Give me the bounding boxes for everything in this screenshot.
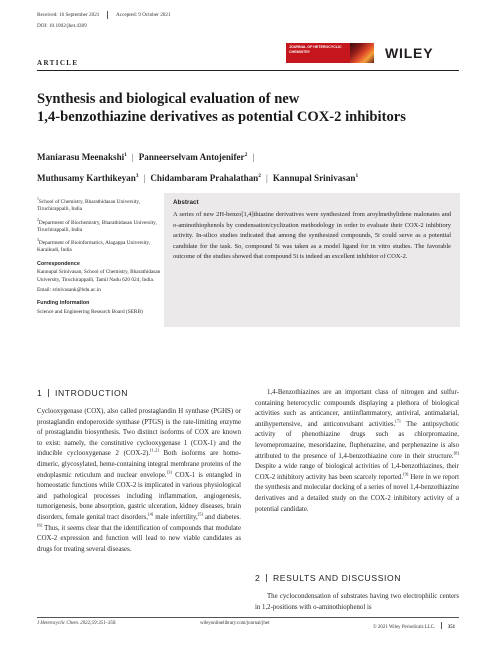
affiliations-column bbox=[37, 196, 165, 319]
correspondence-email[interactable]: Email: srinivasank@bdu.ac.in bbox=[37, 286, 101, 293]
publisher-logo[interactable]: WILEY bbox=[385, 45, 434, 61]
section-heading-results: 2 RESULTS AND DISCUSSION bbox=[255, 573, 402, 583]
copyright: © 2021 Wiley Periodicals LLC. bbox=[373, 625, 436, 630]
citation: J Heterocyclic Chem. 2022;59:351–358. bbox=[37, 621, 117, 626]
footer-divider bbox=[37, 617, 459, 618]
correspondence-text: Kannupal Srinivasan, School of Chemistry, Bharathidasan University, Tiruchirappalli, Tamil Nadu 620 024, India. bbox=[37, 269, 161, 283]
funding-text: Science and Engineering Research Board (SERB) bbox=[37, 308, 143, 315]
body-right-paragraph-2: The cyclocondensation of substrates having two electrophilic centers in 1,2-positions with o-aminothiophenol is bbox=[255, 593, 459, 611]
dates-row bbox=[37, 12, 171, 20]
body-right-paragraph-1: 1,4-Benzothiazines are an important class of nitrogen and sulfur-containing heterocyclic compounds displaying a plethora of biological activities such as anticancer, antiinflammatory, antiviral, antimalarial, antihypertensive, and anticonvulsant activities.[7] The antipsychotic activity of phenothiazine drugs such as chlorpromazine, levomepromazine, mesoridazine, fluphenazine, and perphenazine is also attributed to the presence of 1,4-benzothiazine core in their structure.[8] Despite a wide range of biological activities of 1,4-benzothiazines, their COX-2 inhibitory activity has been scarcely reported.[9] Here in we report the synthesis and molecular docking of a series of novel 1,4-benzothiazine derivatives and a detailed study on the COX-2 inhibitory activity of a potential candidate. bbox=[255, 389, 459, 513]
header-divider bbox=[37, 70, 459, 71]
affiliation: $^3$Department of Bioinformatics, Alagappa University, Karaikudi, India bbox=[37, 238, 151, 254]
title-line-2: 1,4-benzothiazine derivatives as potential COX-2 inhibitors bbox=[37, 109, 406, 125]
author-name[interactable]: Chidambaram Prahalathan$^2$ bbox=[150, 173, 261, 184]
doi[interactable]: DOI: 10.1002/jhet.4389 bbox=[37, 23, 87, 29]
abstract-box bbox=[164, 193, 460, 327]
abstract-heading: Abstract bbox=[173, 199, 199, 206]
paper-title bbox=[37, 90, 467, 126]
correspondence-heading: Correspondence bbox=[37, 260, 80, 267]
affiliation: $^1$School of Chemistry, Bharathidasan University, Tiruchirappalli, India bbox=[37, 197, 141, 213]
journal-cover-image bbox=[350, 43, 374, 63]
journal-logo[interactable] bbox=[286, 43, 374, 63]
author-name[interactable]: Panneerselvam Antojenifer$^2$ bbox=[138, 152, 248, 163]
author-name[interactable]: Muthusamy Karthikeyan$^3$ bbox=[37, 173, 139, 184]
author-name[interactable]: Maniarasu Meenakshi$^1$ bbox=[37, 152, 127, 163]
author-line-2: Muthusamy Karthikeyan$^3$ | Chidambaram Prahalathan$^2$ | Kannupal Srinivasan$^1$ bbox=[37, 173, 359, 184]
section-heading-introduction: 1 INTRODUCTION bbox=[37, 388, 129, 398]
page-number: 351 bbox=[447, 625, 456, 630]
affiliation: $^2$Department of Biochemistry, Bharathidasan University, Tiruchirappalli, India bbox=[37, 217, 157, 233]
author-name[interactable]: Kannupal Srinivasan$^1$ bbox=[272, 173, 359, 184]
author-line-1: Maniarasu Meenakshi$^1$ | Panneerselvam Antojenifer$^2$ | bbox=[37, 152, 255, 163]
journal-name: JOURNAL OF HETEROCYCLIC CHEMISTRY bbox=[286, 43, 350, 63]
article-type: ARTICLE bbox=[37, 59, 79, 67]
body-left-column: Cyclooxygenase (COX), also called prostaglandin H synthase (PGHS) or prostaglandin endoperoxide synthase (PTGS) is the rate-limiting enzyme of prostaglandin biosynthesis. Two distinct isoforms of COX are known to exist: namely, the constitutive cyclooxygenase 1 (COX-1) and the inducible cyclooxygenase 2 (COX-2).[1,2] Both isoforms are homo-dimeric, glycosylated, heme-containing integral membrane proteins of the endoplasmic reticulum and nuclear envelope.[3] COX-1 is entangled in homeostatic functions while COX-2 is implicated in various physiological and pathological processes including inflammation, angiogenesis, tumorigenesis, bone absorption, gastric ulceration, kidney diseases, brain disorders, female genital tract disorders,[4] male infertility,[5] and diabetes.[6] Thus, it seems clear that the identification of compounds that modulate COX-2 expression and function will lead to new viable candidates as drugs for treating several diseases. bbox=[37, 408, 241, 553]
journal-url[interactable]: wileyonlinelibrary.com/journal/jhet bbox=[200, 621, 270, 626]
received-date: Received: 16 September 2021 bbox=[37, 12, 100, 18]
funding-heading: Funding information bbox=[37, 300, 90, 307]
author-list bbox=[37, 146, 467, 188]
meta-divider bbox=[107, 11, 108, 19]
copyright-footer bbox=[373, 621, 455, 630]
title-line-1: Synthesis and biological evaluation of new bbox=[37, 91, 300, 107]
abstract-text: A series of new 2H-benzo[1,4]thiazine derivatives were synthesized from aroylmethylidene malonates and o-aminothiophenols by condensation/cyclization methodology in order to evaluate their COX-2 inhibitory activity. In-silico studies indicated that among the synthesized compounds, 5i could serve as a potential candidate for the task. So, compound 5i was taken as a model ligand for in vitro studies. The favorable outcome of the studies showed that compound 5i is indeed an excellent inhibitor of COX-2. bbox=[173, 211, 451, 261]
accepted-date: Accepted: 9 October 2021 bbox=[115, 12, 171, 18]
